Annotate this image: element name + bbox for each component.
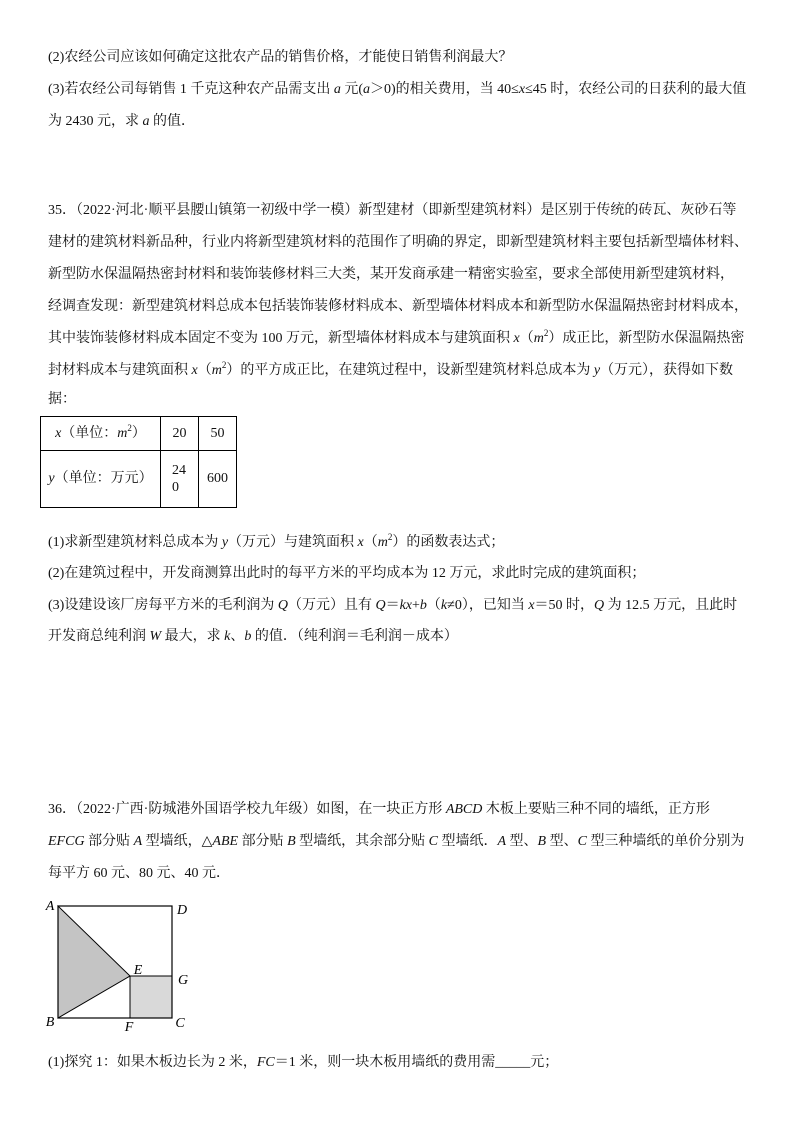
math-variable: y [48,471,55,486]
text-run: ）的平方成正比，在建筑过程中，设新型建筑材料总成本为 [226,363,594,378]
text-run: 为 12.5 万元，且此时 [604,598,738,613]
math-variable: ABCD [445,802,483,817]
q34-part-3-line-1 [48,80,746,100]
text-run: 经调查发现：新型建筑材料总成本包括装饰装修材料成本、新型墙体材料成本和新型防水保温隔热密封材料成本， [48,299,748,314]
label-g: G [177,973,189,988]
text-run: (1)探究 1：如果木板边长为 2 米， [48,1055,257,1070]
text-run: (3)若农经公司每销售 1 千克这种农产品需支出 [48,82,334,97]
text-run: 35．（2022·河北·顺平县腰山镇第一初级中学一模）新型建材（即新型建筑材料）是区别于传统的砖瓦、灰砂石等 [48,203,737,218]
table-cell-x-1: 20 [161,417,199,451]
text-run: （ [519,331,534,346]
superscript: 2 [221,360,227,370]
math-variable: m [533,331,544,346]
text-run: 建材的建筑材料新品种，行业内将新型建筑材料的范围作了明确的界定，即新型建筑材料主要包括新型墙体材料、 [48,235,748,250]
text-run: 部分贴 [238,834,288,849]
label-f: F [124,1020,134,1035]
table-header-y [41,451,161,508]
text-run: 、 [230,629,245,644]
math-variable: Q [375,598,386,613]
math-variable: a [363,82,370,97]
q34-part-3-line-2 [48,112,195,132]
text-run: 部分贴 [84,834,134,849]
q36-stem-line-2 [48,832,744,852]
text-run: ≤45 时，农经公司的日获利的最大值 [525,82,747,97]
math-variable: m [377,535,388,550]
text-run: 为 2430 元，求 [48,114,143,129]
text-run: 36．（2022·广西·防城港外国语学校九年级）如图，在一块正方形 [48,802,446,817]
math-variable: a [333,82,341,97]
text-run: ＞0)的相关费用，当 40≤ [370,82,519,97]
text-run: (3)设建设该厂房每平方米的毛利润为 [48,598,278,613]
math-variable: C [577,834,587,849]
math-variable: a [142,114,150,129]
math-variable: A [497,834,507,849]
math-variable: y [221,535,229,550]
table-cell-x-2: 50 [199,417,237,451]
text-run: 型墙纸，其余部分贴 [295,834,429,849]
math-variable: x [528,598,535,613]
text-run: （万元）与建筑面积 [228,535,358,550]
math-variable: kx [399,598,413,613]
label-d: D [176,903,188,918]
q36-part-1 [48,1053,558,1073]
text-run: 的值．（纯利润＝毛利润－成本） [251,629,458,644]
table-row-y [41,451,237,508]
math-variable: B [537,834,547,849]
math-variable: k [224,629,231,644]
text-run: ）的函数表达式； [392,535,505,550]
triangle-abe [58,906,130,1018]
q34-part-2 [48,48,512,68]
text-run: 最大，求 [161,629,225,644]
text-run: 的值． [149,114,195,129]
text-run: 封材料成本与建筑面积 [48,363,192,378]
q35-stem-line-4 [48,297,748,317]
text-run: 元( [340,82,363,97]
text-run: ＝ [385,598,400,613]
table-cell-y-2: 600 [199,451,237,508]
text-run: 型墙纸，△ [142,834,213,849]
q35-stem-line-5 [48,329,744,349]
math-variable: Q [277,598,288,613]
text-run: (1)求新型建筑材料总成本为 [48,535,222,550]
label-e: E [133,963,143,978]
q35-part-3-line-1 [48,596,737,616]
math-variable: x [191,363,198,378]
q35-stem-line-6 [48,361,733,381]
text-run: 新型防水保温隔热密封材料和装饰装修材料三大类，某开发商承建一精密实验室，要求全部使用新型建筑材料， [48,267,734,282]
math-variable: W [149,629,162,644]
math-variable: FC [256,1055,275,1070]
math-variable: k [440,598,448,613]
text-run: ＝1 米，则一块木板用墙纸的费用需 [274,1055,496,1070]
text-run: ） [131,425,146,441]
q35-part-1 [48,533,504,553]
label-a: A [45,899,55,914]
math-variable: ABE [212,834,239,849]
math-variable: x [518,82,526,97]
q35-stem-line-7 [48,390,76,410]
answer-blank: _____ [495,1055,531,1070]
superscript: 2 [387,532,393,542]
table-row-x [41,417,237,451]
q35-part-2 [48,564,645,584]
text-run: （单位：万元） [54,471,153,486]
math-variable: x [55,425,62,441]
table-cell-value: 240 [172,462,186,495]
text-run: ≠0），已知当 [447,598,529,613]
text-run: （万元）且有 [287,598,376,613]
text-run: 每平方 60 元、80 元、40 元． [48,866,230,881]
text-run: 型三种墙纸的单价分别为 [586,834,745,849]
text-run: 其中装饰装修材料成本固定不变为 100 万元，新型墙体材料成本与建筑面积 [48,331,514,346]
q36-stem-line-1 [48,800,710,820]
math-variable: A [133,834,143,849]
text-run: (2)农经公司应该如何确定这批农产品的销售价格，才能使日销售利润最大？ [48,50,513,65]
text-run: 型墙纸． [437,834,498,849]
text-run: 据： [48,392,76,407]
math-variable: EFCG [48,834,85,849]
q36-stem-line-3 [48,864,230,884]
text-run: 型、 [546,834,578,849]
math-variable: b [244,629,252,644]
text-run: ）成正比，新型防水保温隔热密 [548,331,745,346]
math-variable: y [593,363,601,378]
text-run: + [412,598,420,613]
math-variable: x [513,331,520,346]
text-run: 型、 [506,834,538,849]
text-run: 开发商总纯利润 [48,629,150,644]
q35-stem-line-1 [48,201,736,221]
text-run: 元； [530,1055,559,1070]
q35-part-3-line-2 [48,627,458,647]
q35-stem-line-3 [48,265,734,285]
math-variable: x [357,535,364,550]
superscript: 2 [127,422,132,433]
math-variable: m [211,363,222,378]
table-cell-y-1 [161,451,199,508]
text-run: （万元），获得如下数 [600,363,734,378]
text-run: （ [363,535,378,550]
text-run: (2)在建筑过程中，开发商测算出此时的每平方米的平均成本为 12 万元，求此时完成的建筑面积； [48,566,646,581]
label-b: B [45,1015,55,1030]
q35-data-table [40,416,237,508]
q36-figure-square-board [36,892,200,1038]
math-variable: C [428,834,438,849]
text-run: （ [197,363,212,378]
math-variable: B [287,834,296,849]
math-variable: Q [594,598,605,613]
label-c: C [175,1016,185,1031]
math-variable: m [117,425,128,441]
superscript: 2 [543,328,549,338]
square-efcg [130,976,172,1018]
math-variable: b [419,598,427,613]
table-header-x [41,417,161,451]
text-run: （ [426,598,441,613]
text-run: 木板上要贴三种不同的墙纸，正方形 [482,802,710,817]
text-run: ＝50 时， [534,598,595,613]
text-run: （单位： [61,425,118,441]
q35-stem-line-2 [48,233,748,253]
